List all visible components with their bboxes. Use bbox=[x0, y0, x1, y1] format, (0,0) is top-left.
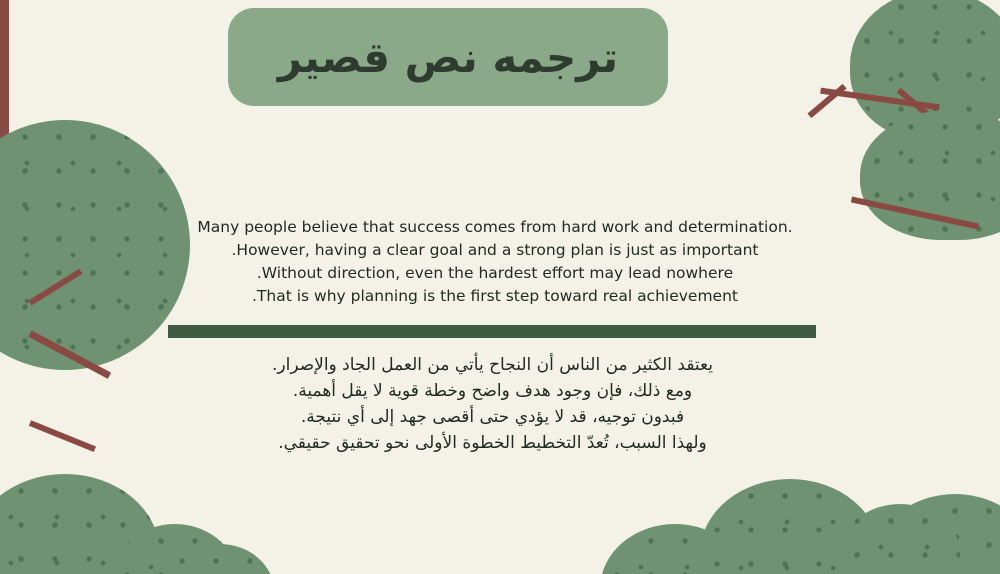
arabic-line: فبدون توجيه، قد لا يؤدي حتى أقصى جهد إلى أي نتيجة. bbox=[300, 407, 685, 427]
section-divider bbox=[168, 325, 816, 338]
english-paragraph bbox=[170, 216, 820, 308]
tree-branch-icon bbox=[29, 420, 96, 452]
english-line: .That is why planning is the first step toward real achievement bbox=[252, 287, 738, 305]
english-line: Many people believe that success comes from hard work and determination. bbox=[197, 218, 793, 236]
english-line: .Without direction, even the hardest effort may lead nowhere bbox=[256, 264, 734, 282]
page-title: ترجمه نص قصير bbox=[277, 32, 619, 82]
tree-canopy-icon bbox=[860, 110, 1000, 240]
tree-canopy-icon bbox=[0, 120, 190, 370]
title-banner bbox=[228, 8, 668, 106]
arabic-line: ومع ذلك، فإن وجود هدف واضح وخطة قوية لا يقل أهمية. bbox=[292, 381, 693, 401]
arabic-line: ولهذا السبب، تُعدّ التخطيط الخطوة الأولى نحو تحقيق حقيقي. bbox=[278, 433, 707, 453]
arabic-paragraph bbox=[170, 352, 815, 456]
english-line: .However, having a clear goal and a strong plan is just as important bbox=[231, 241, 759, 259]
arabic-line: يعتقد الكثير من الناس أن النجاح يأتي من العمل الجاد والإصرار. bbox=[271, 355, 713, 375]
